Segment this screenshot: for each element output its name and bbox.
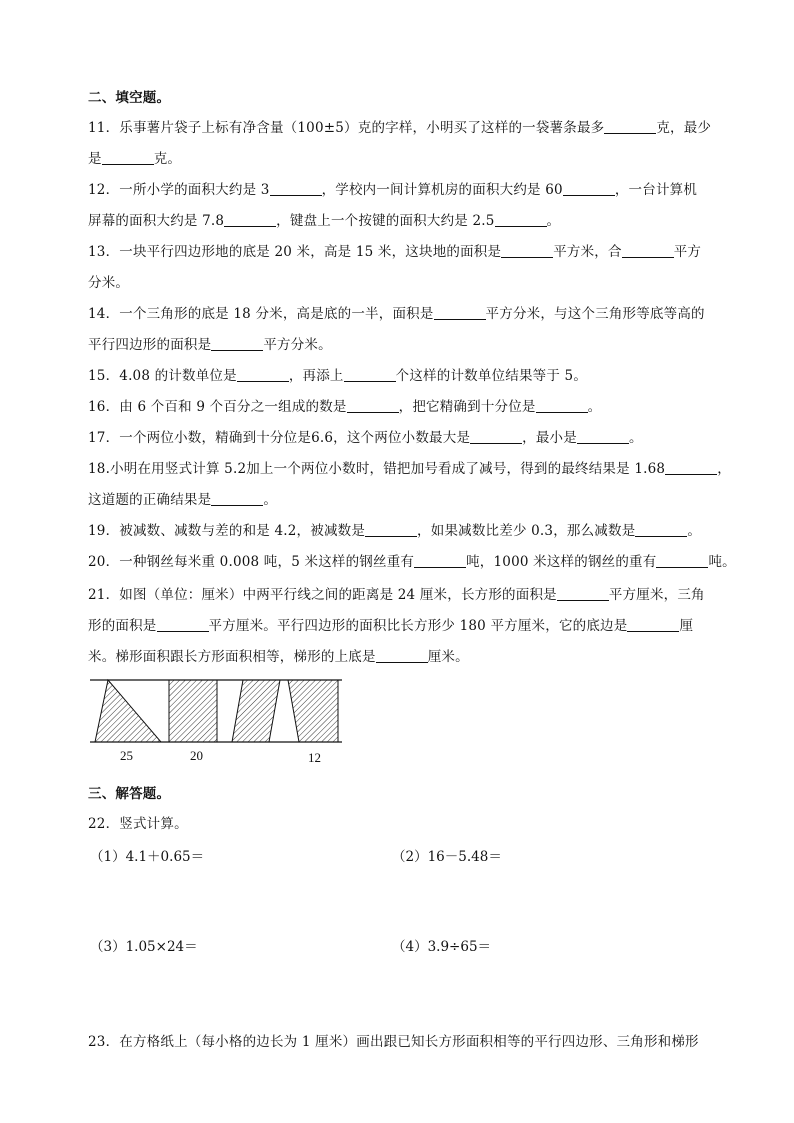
section-title-solve: 三、解答题。 [88, 786, 171, 802]
question-18-line-2 [88, 488, 277, 508]
question-11-line-1 [88, 116, 711, 136]
q19-text-a: 19．被减数、减数与差的和是 4.2，被减数是 [88, 523, 366, 539]
q12-text-e: ，键盘上一个按键的面积大约是 2.5 [276, 213, 495, 229]
answer-blank[interactable] [665, 461, 717, 475]
q13-text-a: 13．一块平行四边形地的底是 20 米，高是 15 米，这块地的面积是 [88, 244, 502, 260]
q14-text-d: 平方分米。 [263, 337, 332, 353]
q14-text-a: 14．一个三角形的底是 18 分米，高是底的一半，面积是 [88, 306, 434, 322]
q11-text-b: 克，最少 [656, 120, 712, 136]
answer-blank[interactable] [622, 244, 674, 258]
calc-item-3: （3）1.05×24＝ [90, 939, 198, 955]
q13-text-c: 平方 [673, 244, 702, 260]
q18-text-a: 18.小明在用竖式计算 5.2加上一个两位小数时，错把加号看成了减号，得到的最终结果是 1.68 [88, 461, 666, 477]
question-21-line-1 [88, 583, 705, 603]
q11-text-a: 11．乐事薯片袋子上标有净含量（100±5）克的字样，小明买了这样的一袋薯条最多 [88, 120, 605, 136]
q21-text-f: 米。梯形面积跟长方形面积相等，梯形的上底是 [88, 649, 376, 665]
calc-item-2: （2）16－5.48＝ [392, 849, 502, 865]
q14-text-c: 平行四边形的面积是 [88, 337, 212, 353]
q16-text-b: ，把它精确到十分位是 [398, 399, 536, 415]
label-rectangle-base: 20 [190, 748, 203, 763]
answer-blank[interactable] [376, 649, 428, 663]
rectangle-shape [169, 680, 217, 742]
q21-text-a: 21．如图（单位：厘米）中两平行线之间的距离是 24 厘米，长方形的面积是 [88, 587, 557, 603]
answer-blank[interactable] [635, 523, 687, 537]
answer-blank[interactable] [501, 244, 553, 258]
label-triangle-base: 25 [120, 748, 133, 763]
answer-blank[interactable] [157, 618, 209, 632]
q13-text-b: 平方米，合 [553, 244, 622, 260]
q18-text-b: ， [717, 461, 731, 477]
question-13-line-1 [88, 240, 701, 260]
answer-blank[interactable] [211, 492, 263, 506]
q21-text-d: 平方厘米。平行四边形的面积比长方形少 180 平方厘米，它的底边是 [208, 618, 628, 634]
trapezoid-shape [288, 680, 338, 742]
answer-blank[interactable] [365, 523, 417, 537]
calc-item-4: （4）3.9÷65＝ [392, 939, 492, 955]
q15-text-a: 15．4.08 的计数单位是 [88, 368, 237, 384]
q11-text-d: 克。 [153, 151, 182, 167]
triangle-shape [95, 680, 161, 742]
answer-blank[interactable] [414, 554, 466, 568]
q17-text-c: 。 [628, 430, 643, 446]
q21-text-c: 形的面积是 [88, 618, 157, 634]
question-21-line-2 [88, 614, 693, 634]
parallelogram-shape [232, 680, 280, 742]
answer-blank[interactable] [347, 399, 399, 413]
question-17 [88, 426, 643, 446]
q20-text-a: 20．一种钢丝每米重 0.008 吨，5 米这样的钢丝重有 [88, 554, 415, 570]
q11-text-c: 是 [88, 151, 102, 167]
question-15 [88, 364, 587, 384]
answer-blank[interactable] [237, 368, 289, 382]
q20-text-b: 吨，1000 米这样的钢丝的重有 [466, 554, 657, 570]
answer-blank[interactable] [656, 554, 708, 568]
q21-text-g: 厘米。 [427, 649, 469, 665]
answer-blank[interactable] [434, 306, 486, 320]
question-20 [88, 550, 736, 570]
q21-text-b: 平方厘米，三角 [608, 587, 705, 603]
question-11-line-2 [88, 147, 181, 167]
calc-item-1: （1）4.1＋0.65＝ [90, 849, 205, 865]
question-21-line-3 [88, 645, 469, 665]
answer-blank[interactable] [557, 587, 609, 601]
question-19 [88, 519, 701, 539]
question-22-title: 22．竖式计算。 [88, 816, 188, 832]
q18-text-c: 这道题的正确结果是 [88, 492, 212, 508]
answer-blank[interactable] [495, 213, 547, 227]
question-13-line-2 [88, 271, 129, 291]
q19-text-c: 。 [687, 523, 702, 539]
question-12-line-2 [88, 209, 560, 229]
q16-text-c: 。 [587, 399, 602, 415]
q12-text-a: 12．一所小学的面积大约是 3 [88, 182, 270, 198]
q18-text-d: 。 [263, 492, 278, 508]
parallel-lines-shapes-figure [80, 672, 360, 772]
label-trapezoid-base: 12 [308, 750, 321, 765]
q21-text-e: 厘 [679, 618, 694, 634]
answer-blank[interactable] [270, 182, 322, 196]
question-12-line-1 [88, 178, 697, 198]
answer-blank[interactable] [577, 430, 629, 444]
q12-text-d: 屏幕的面积大约是 7.8 [88, 213, 225, 229]
q13-text-d: 分米。 [88, 275, 130, 291]
question-18-line-1 [88, 457, 731, 477]
q17-text-b: ，最小是 [522, 430, 577, 446]
answer-blank[interactable] [211, 337, 263, 351]
answer-blank[interactable] [604, 120, 656, 134]
q15-text-c: 个这样的计数单位结果等于 5。 [395, 368, 588, 384]
q17-text-a: 17．一个两位小数，精确到十分位是6.6，这个两位小数最大是 [88, 430, 471, 446]
q20-text-c: 吨。 [708, 554, 736, 570]
question-14-line-2 [88, 333, 332, 353]
answer-blank[interactable] [344, 368, 396, 382]
answer-blank[interactable] [563, 182, 615, 196]
q14-text-b: 平方分米，与这个三角形等底等高的 [485, 306, 705, 322]
answer-blank[interactable] [536, 399, 588, 413]
q19-text-b: ，如果减数比差少 0.3，那么减数是 [417, 523, 636, 539]
q16-text-a: 16．由 6 个百和 9 个百分之一组成的数是 [88, 399, 347, 415]
question-14-line-1 [88, 302, 705, 322]
answer-blank[interactable] [470, 430, 522, 444]
question-23: 23．在方格纸上（每小格的边长为 1 厘米）画出跟已知长方形面积相等的平行四边形、三角形和梯形 [88, 1034, 699, 1050]
q12-text-c: ，一台计算机 [614, 182, 698, 198]
answer-blank[interactable] [627, 618, 679, 632]
question-16 [88, 395, 601, 415]
q12-text-b: ，学校内一间计算机房的面积大约是 60 [321, 182, 563, 198]
q12-text-f: 。 [546, 213, 561, 229]
q15-text-b: ，再添上 [288, 368, 344, 384]
answer-blank[interactable] [102, 151, 154, 165]
section-title-fill-blank: 二、填空题。 [88, 90, 171, 106]
answer-blank[interactable] [224, 213, 276, 227]
